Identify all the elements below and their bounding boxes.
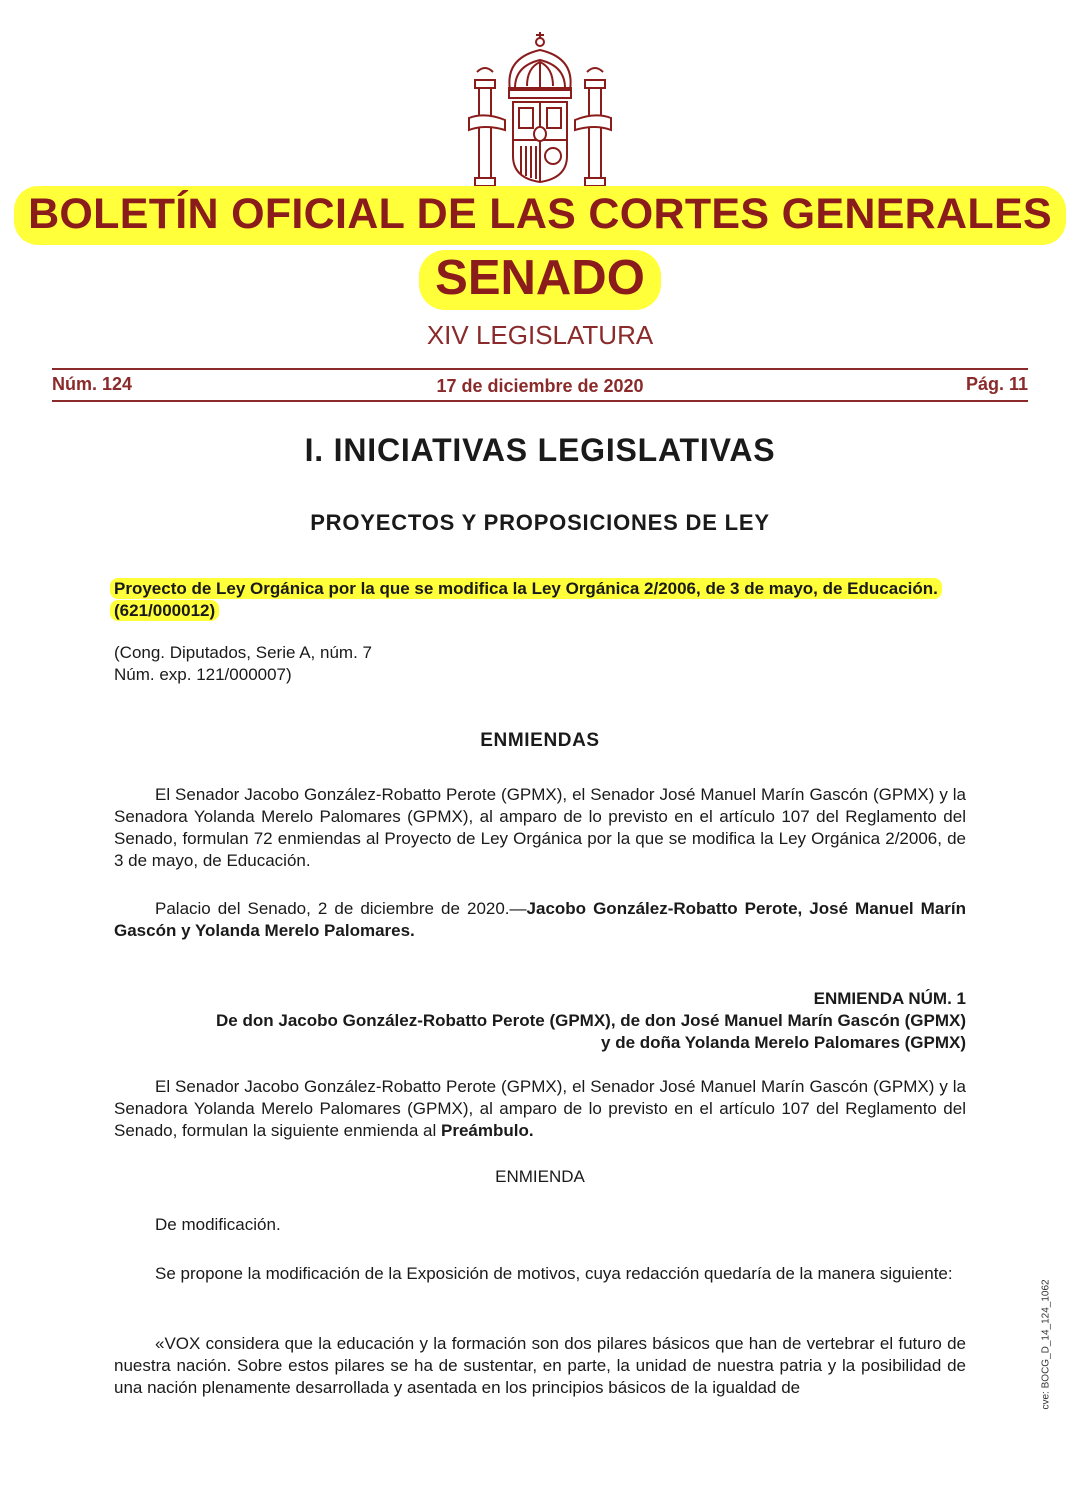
amendment-proposal-paragraph: Se propone la modificación de la Exposición de motivos, cuya redacción quedaría de la manera siguiente:	[155, 1264, 953, 1283]
chamber-title-container	[0, 250, 1080, 310]
bulletin-title-container	[0, 186, 1080, 245]
enmiendas-heading: ENMIENDAS	[480, 730, 600, 751]
section-title: I. INICIATIVAS LEGISLATIVAS	[304, 432, 776, 468]
enmienda-label: ENMIENDA	[495, 1167, 585, 1186]
project-reference-series: (Cong. Diputados, Serie A, núm. 7	[114, 643, 372, 662]
project-title-line1: Proyecto de Ley Orgánica por la que se modifica la Ley Orgánica 2/2006, de 3 de mayo, de Educación.	[110, 578, 942, 599]
signature-place-date: Palacio del Senado, 2 de diciembre de 2020.—	[155, 899, 527, 918]
bulletin-title: BOLETÍN OFICIAL DE LAS CORTES GENERALES	[14, 186, 1066, 245]
amendment-header	[216, 988, 966, 1054]
amendment-text: El Senador Jacobo González-Robatto Perote (GPMX), el Senador José Manuel Marín Gascón (GPMX) y la Senadora Yolanda Merelo Palomares (GPMX), al amparo de lo previsto en el artículo 107 del Reglamento del Senado, formulan la siguiente enmienda al	[114, 1077, 966, 1140]
amendment-author-line1: De don Jacobo González-Robatto Perote (GPMX), de don José Manuel Marín Gascón (GPMX)	[216, 1011, 966, 1030]
coat-of-arms-emblem	[465, 28, 615, 190]
legislature-label: XIV LEGISLATURA	[426, 320, 654, 350]
amendment-type: De modificación.	[155, 1215, 281, 1234]
amendment-quote-paragraph: «VOX considera que la educación y la formación son dos pilares básicos que han de vertebrar el futuro de nuestra nación. Sobre estos pilares se ha de sustentar, en parte, la unidad de nuestra patria y la posibilidad de una nación plenamente desarrollada y asentada en los principios básicos de la igualdad de	[114, 1334, 966, 1397]
amendment-target: Preámbulo.	[441, 1121, 534, 1140]
cve-identifier	[1036, 1250, 1056, 1420]
subsection-title: PROYECTOS Y PROPOSICIONES DE LEY	[310, 510, 770, 535]
signature-signers: Jacobo González-Robatto Perote, José Manuel Marín Gascón y Yolanda Merelo Palomares.	[114, 899, 966, 940]
bulletin-date: 17 de diciembre de 2020	[436, 376, 644, 396]
amendment-author-line2: y de doña Yolanda Merelo Palomares (GPMX)	[601, 1033, 966, 1052]
chamber-title: SENADO	[419, 250, 661, 310]
page-number: Pág. 11	[965, 374, 1028, 394]
amendment-paragraph	[114, 1076, 966, 1142]
header-rule-top	[52, 368, 1028, 370]
bulletin-number: Núm. 124	[52, 374, 133, 394]
amendment-number: ENMIENDA NÚM. 1	[813, 989, 966, 1008]
project-title-line2: (621/000012)	[110, 600, 219, 621]
signature-paragraph	[114, 898, 966, 942]
cve-text: cve: BOCG_D_14_124_1062	[1040, 1279, 1052, 1410]
project-title	[110, 578, 980, 622]
enmiendas-intro-paragraph: El Senador Jacobo González-Robatto Perote (GPMX), el Senador José Manuel Marín Gascón (GPMX) y la Senadora Yolanda Merelo Palomares (GPMX), al amparo de lo previsto en el artículo 107 del Reglamento del Senado, formulan 72 enmiendas al Proyecto de Ley Orgánica por la que se modifica la Ley Orgánica 2/2006, de 3 de mayo, de Educación.	[114, 785, 966, 870]
header-rule-bottom	[52, 400, 1028, 402]
project-reference-expedient: Núm. exp. 121/000007)	[114, 665, 292, 684]
